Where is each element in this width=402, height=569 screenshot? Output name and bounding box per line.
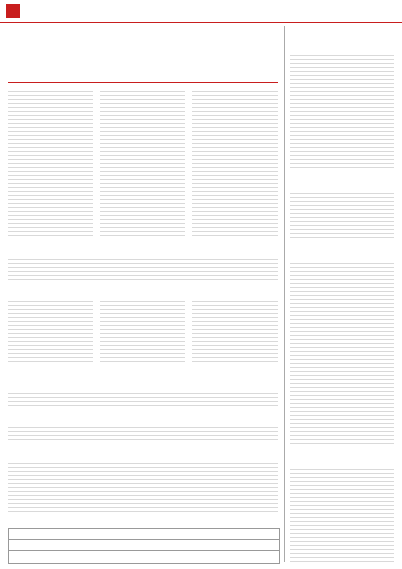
story-body-6: [8, 460, 278, 512]
right-story-body-2: [290, 190, 394, 240]
right-feature-body: [290, 466, 394, 562]
headline-rule: [8, 82, 278, 83]
story-body-2b: [100, 298, 185, 362]
table-row-divider: [9, 539, 279, 540]
story-body-2c: [192, 298, 278, 362]
column-divider: [284, 26, 285, 562]
table-row-divider: [9, 550, 279, 551]
lead-body-col-2: [100, 88, 185, 238]
story-body-5: [8, 424, 278, 442]
page-number: [6, 4, 20, 18]
story-body-1: [8, 256, 278, 282]
lead-body-col-3: [192, 88, 278, 238]
right-story-body-1: [290, 52, 394, 170]
page-header: [0, 0, 402, 23]
notice-table: [8, 528, 280, 564]
story-body-2a: [8, 298, 93, 362]
right-story-body-3: [290, 260, 394, 444]
story-body-3: [8, 390, 278, 406]
lead-body-col-1: [8, 88, 93, 238]
